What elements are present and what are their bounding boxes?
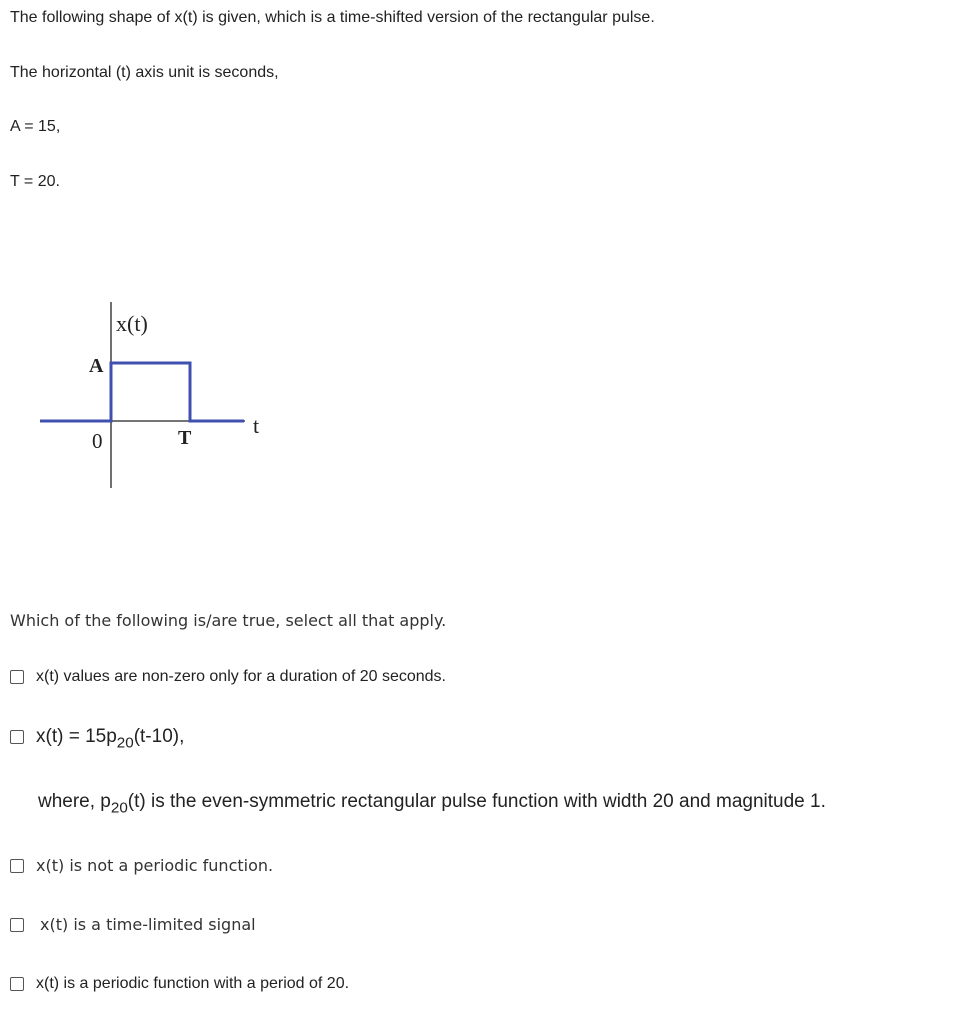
option-4-checkbox[interactable]: [10, 918, 24, 932]
question-prompt: Which of the following is/are true, select all that apply.: [10, 611, 447, 630]
intro-line-1: The following shape of x(t) is given, which is a time-shifted version of the rectangular pulse.: [10, 9, 655, 26]
pulse-figure: [30, 290, 280, 500]
amplitude-label: A: [89, 355, 104, 377]
option-1[interactable]: [10, 668, 446, 686]
origin-label: 0: [92, 429, 103, 453]
x-axis-label: t: [253, 413, 260, 438]
option-1-label: x(t) values are non-zero only for a duration of 20 seconds.: [36, 668, 446, 685]
option-5-label: x(t) is a periodic function with a period of 20.: [36, 975, 350, 992]
y-axis-label: x(t): [116, 311, 148, 336]
pulse-graph: [30, 290, 280, 500]
t-tick-label: T: [178, 427, 192, 449]
option-1-checkbox[interactable]: [10, 670, 24, 684]
option-5-checkbox[interactable]: [10, 977, 24, 991]
param-a: A = 15,: [10, 118, 61, 135]
pulse-signal: [40, 363, 244, 421]
option-2-checkbox[interactable]: [10, 730, 24, 744]
option-4[interactable]: [10, 915, 256, 934]
option-2-note: where, $p_{20}(t)$ is the even-symmetric rectangular pulse function with width 20 and magnitude 1.: [38, 791, 826, 817]
option-5[interactable]: [10, 975, 349, 993]
option-3[interactable]: [10, 856, 273, 875]
option-3-checkbox[interactable]: [10, 859, 24, 873]
param-t: T = 20.: [10, 173, 60, 190]
option-3-label: x(t) is not a periodic function.: [36, 856, 274, 875]
option-4-label: x(t) is a time-limited signal: [40, 915, 256, 934]
option-2-label: $x(t) = 15p_{20}(t-10)$,: [36, 726, 185, 752]
intro-line-2: The horizontal (t) axis unit is seconds,: [10, 64, 279, 81]
option-2[interactable]: [10, 726, 185, 752]
